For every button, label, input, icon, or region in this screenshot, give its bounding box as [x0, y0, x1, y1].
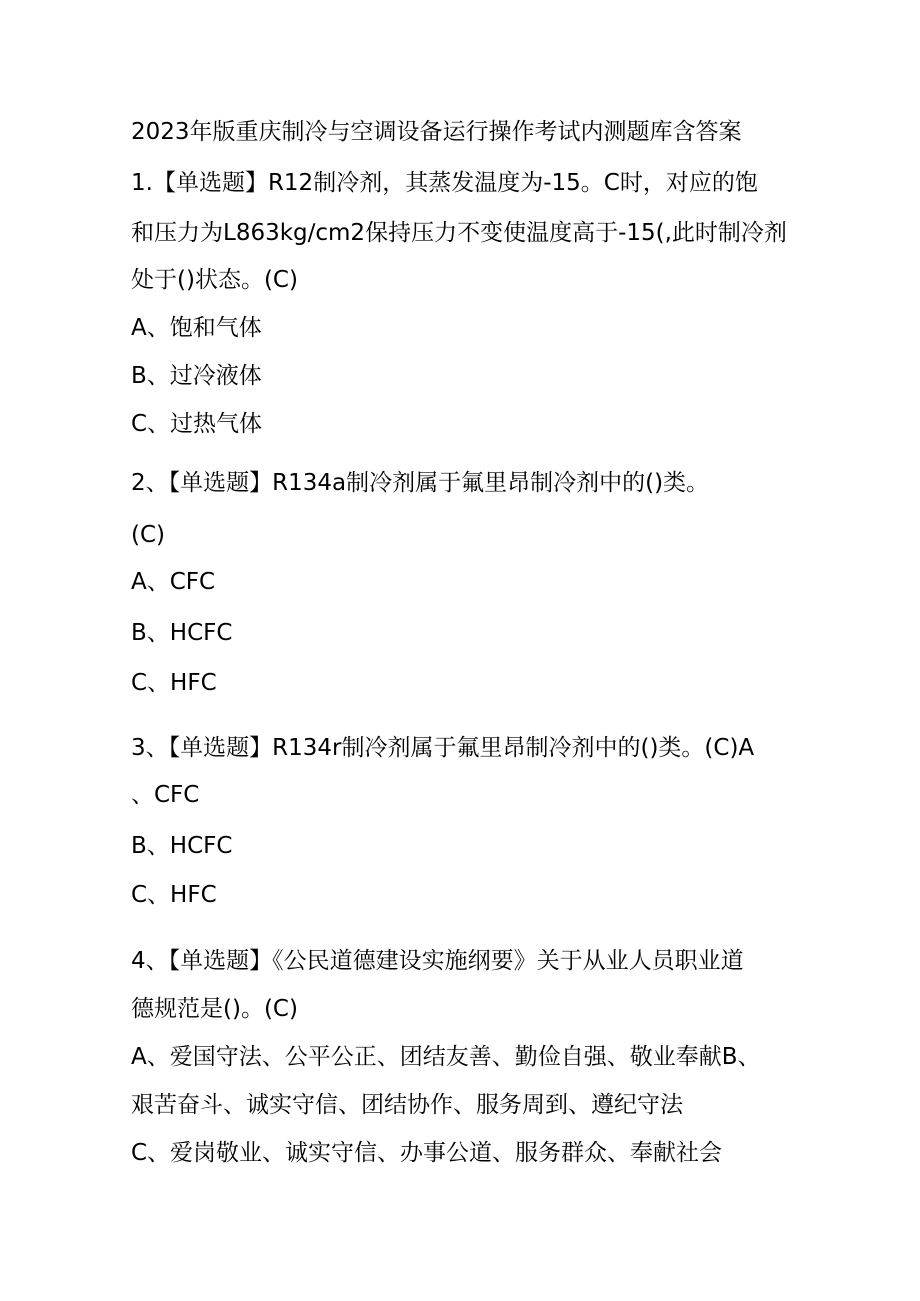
q2-option-b: B、HCFC: [131, 620, 233, 646]
q4-line-1: 4、【单选题】《公民道德建设实施纲要》关于从业人员职业道: [131, 948, 744, 974]
q1-line-3: 处于()状态。(C): [131, 267, 298, 293]
document-title: 2023年版重庆制冷与空调设备运行操作考试内测题库含答案: [131, 119, 742, 145]
q1-line-1: 1.【单选题】R12制冷剂，其蒸发温度为-15。C时，对应的饱: [131, 170, 758, 196]
q4-option-b: 艰苦奋斗、诚实守信、团结协作、服务周到、遵纪守法: [131, 1092, 683, 1118]
q4-line-2: 德规范是()。(C): [131, 996, 298, 1022]
q3-line-1: 3、【单选题】R134r制冷剂属于氟里昂制冷剂中的()类。(C)A: [131, 735, 755, 761]
q3-line-2: 、CFC: [131, 782, 200, 808]
q1-option-b: B、过冷液体: [131, 363, 262, 389]
q2-line-2: (C): [131, 522, 166, 548]
q1-line-2: 和压力为L863kg∕cm2保持压力不变使温度高于-15(,此时制冷剂: [131, 220, 787, 246]
q2-option-a: A、CFC: [131, 569, 216, 595]
q2-line-1: 2、【单选题】R134a制冷剂属于氟里昂制冷剂中的()类。: [131, 470, 710, 496]
q3-option-c: C、HFC: [131, 882, 217, 908]
q1-option-a: A、饱和气体: [131, 315, 262, 341]
q2-option-c: C、HFC: [131, 670, 217, 696]
q3-option-b: B、HCFC: [131, 833, 233, 859]
q4-option-a: A、爱国守法、公平公正、团结友善、勤俭自强、敬业奉献B、: [131, 1044, 761, 1070]
q1-option-c: C、过热气体: [131, 411, 263, 437]
q4-option-c: C、爱岗敬业、诚实守信、办事公道、服务群众、奉献社会: [131, 1140, 723, 1166]
